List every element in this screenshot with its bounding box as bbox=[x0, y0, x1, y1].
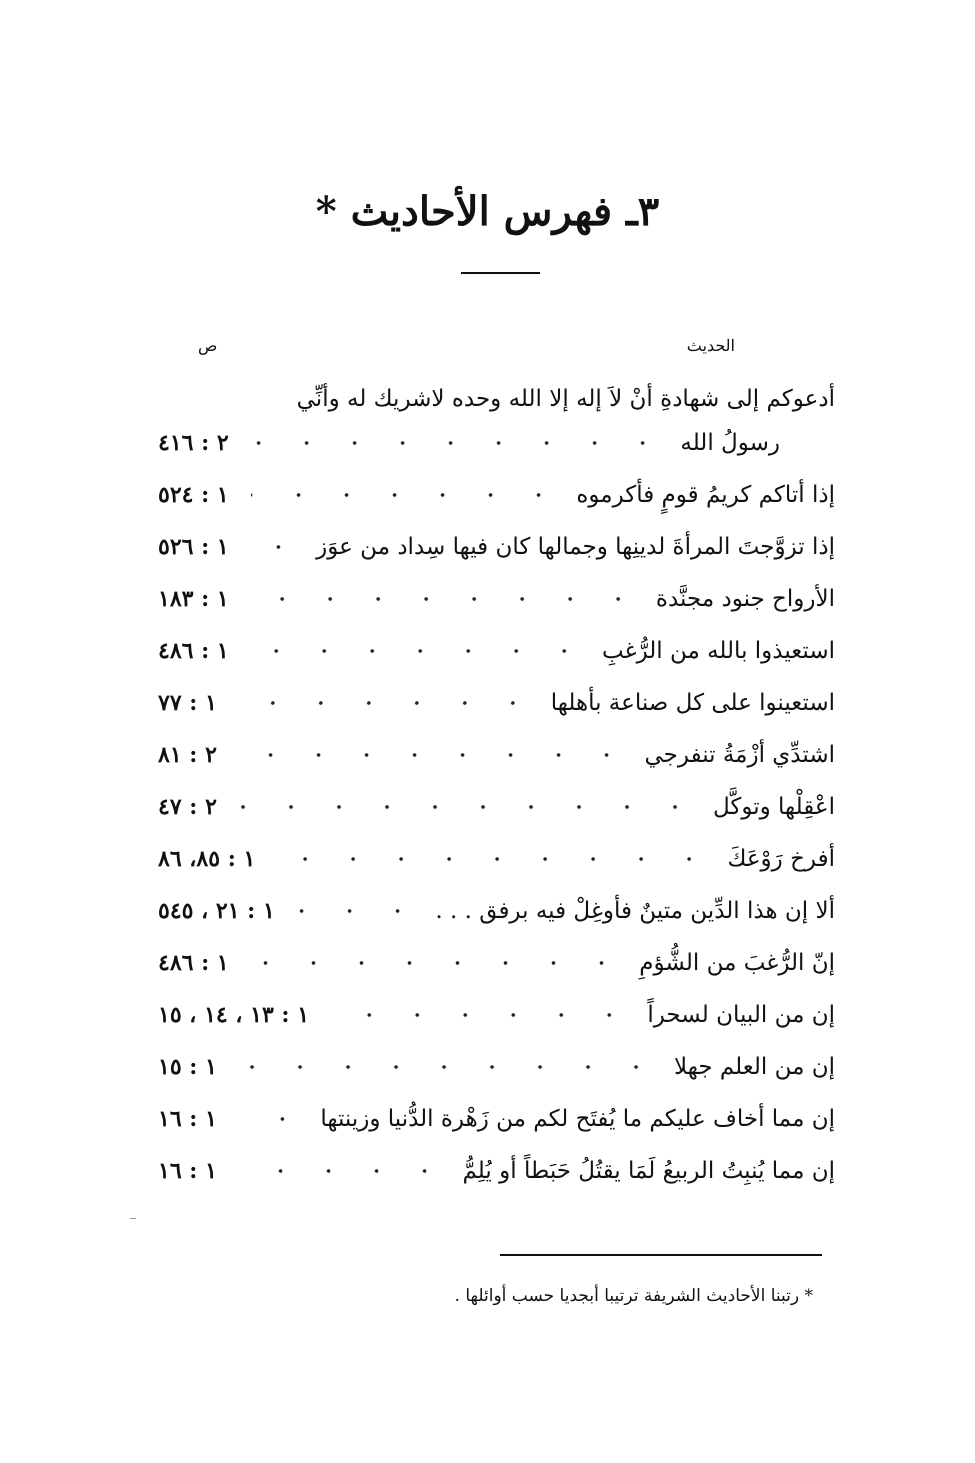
page-reference: ٢ : ٨١ bbox=[158, 742, 235, 768]
dot-leader bbox=[251, 648, 588, 654]
entry-line bbox=[150, 578, 835, 630]
entry-line bbox=[150, 474, 835, 526]
entry-line bbox=[150, 890, 835, 942]
index-entry bbox=[150, 378, 835, 474]
entry-line bbox=[150, 994, 835, 1046]
page-reference: ٢ : ٤١٦ bbox=[158, 430, 247, 456]
title-divider bbox=[461, 272, 540, 274]
hadith-text: إن من العلم جهلا bbox=[674, 1054, 835, 1080]
dot-leader bbox=[239, 804, 699, 810]
index-entry bbox=[150, 474, 835, 526]
page-reference: ١ : ١٦ bbox=[158, 1158, 235, 1184]
hadith-text: إن من البيان لسحراً bbox=[647, 1002, 835, 1028]
entry-line bbox=[150, 378, 835, 422]
index-entry bbox=[150, 942, 835, 994]
page-reference: ١ : ٢١ ، ٥٤٥ bbox=[158, 898, 293, 924]
page-reference: ١ : ٧٧ bbox=[158, 690, 235, 716]
index-entry bbox=[150, 838, 835, 890]
hadith-text: إن مما يُنبِتُ الربيعُ لَمَا يقتُلُ حَبَطاً أو يُلِمُّ bbox=[462, 1158, 835, 1184]
page-reference: ١ : ٨٥، ٨٦ bbox=[158, 846, 273, 872]
dot-leader bbox=[239, 1116, 306, 1122]
hadith-text: أدعوكم إلى شهادةِ أنْ لاَ إله إلا الله وحده لاشريك له وأنِّي bbox=[296, 386, 835, 412]
index-entry bbox=[150, 682, 835, 734]
entry-line bbox=[150, 838, 835, 890]
entry-line bbox=[150, 526, 835, 578]
hadith-text: اعْقِلْها وتوكَّل bbox=[712, 794, 835, 820]
entry-line bbox=[150, 942, 835, 994]
dot-leader bbox=[251, 544, 302, 550]
hadith-text: استعيذوا بالله من الرُّغبِ bbox=[601, 638, 835, 664]
column-header-hadith: الحديث bbox=[686, 336, 735, 355]
hadith-text: الأرواح جنود مجنَّدة bbox=[655, 586, 835, 612]
page-reference: ١ : ٤٨٦ bbox=[158, 638, 247, 664]
dot-leader bbox=[297, 908, 422, 914]
index-entry bbox=[150, 890, 835, 942]
footnote-divider bbox=[500, 1254, 822, 1256]
scan-mark bbox=[130, 1218, 136, 1219]
entry-line bbox=[150, 630, 835, 682]
index-entry bbox=[150, 526, 835, 578]
entry-line bbox=[150, 682, 835, 734]
entry-line bbox=[150, 1150, 835, 1202]
column-header-page: ص bbox=[198, 336, 218, 355]
page-reference: ١ : ١٨٣ bbox=[158, 586, 247, 612]
dot-leader bbox=[239, 1168, 449, 1174]
entry-line bbox=[150, 1098, 835, 1150]
hadith-text: اشتدِّي أزْمَةُ تنفرجي bbox=[644, 742, 835, 768]
dot-leader bbox=[239, 752, 631, 758]
hadith-text: ألا إن هذا الدِّين متينٌ فأوغِلْ فيه برفق . . . bbox=[435, 898, 835, 924]
entry-line bbox=[150, 422, 835, 474]
dot-leader bbox=[239, 700, 537, 706]
dot-leader bbox=[251, 960, 625, 966]
hadith-text: رسولُ الله bbox=[680, 430, 780, 456]
entry-line bbox=[150, 1046, 835, 1098]
page-reference: ٢ : ٤٧ bbox=[158, 794, 235, 820]
index-entry bbox=[150, 734, 835, 786]
page-reference: ١ : ١٣ ، ١٤ ، ١٥ bbox=[158, 1002, 327, 1028]
index-entry bbox=[150, 786, 835, 838]
index-entry bbox=[150, 1046, 835, 1098]
index-entry bbox=[150, 1150, 835, 1202]
entry-line bbox=[150, 734, 835, 786]
hadith-index-list bbox=[150, 378, 835, 1202]
hadith-text: إذا تزوَّجتَ المرأةَ لدينِها وجمالها كان فيها سِداد من عوَز bbox=[316, 534, 835, 560]
hadith-text: أفرخ رَوْعَكَ bbox=[727, 846, 835, 872]
hadith-text: إنّ الرُّغبَ من الشُّؤمِ bbox=[639, 950, 835, 976]
hadith-text: إذا أتاكم كريمُ قومٍ فأكرموه bbox=[576, 482, 835, 508]
page-reference: ١ : ٤٨٦ bbox=[158, 950, 247, 976]
page-title: ٣ـ فهرس الأحاديث * bbox=[315, 188, 660, 235]
dot-leader bbox=[331, 1012, 633, 1018]
page-reference: ١ : ٥٢٤ bbox=[158, 482, 247, 508]
entry-line bbox=[150, 786, 835, 838]
page-reference: ١ : ١٥ bbox=[158, 1054, 235, 1080]
index-entry bbox=[150, 630, 835, 682]
index-entry bbox=[150, 994, 835, 1046]
dot-leader bbox=[251, 440, 667, 446]
footnote: * رتبنا الأحاديث الشريفة ترتيبا أبجديا حسب أوائلها . bbox=[454, 1286, 813, 1306]
dot-leader bbox=[277, 856, 713, 862]
dot-leader bbox=[251, 596, 642, 602]
page-reference: ١ : ٥٢٦ bbox=[158, 534, 247, 560]
index-entry bbox=[150, 1098, 835, 1150]
dot-leader bbox=[251, 492, 563, 498]
hadith-text: إن مما أخاف عليكم ما يُفتَح لكم من زَهْرة الدُّنيا وزينتها bbox=[320, 1106, 835, 1132]
dot-leader bbox=[239, 1064, 660, 1070]
page-reference: ١ : ١٦ bbox=[158, 1106, 235, 1132]
index-entry bbox=[150, 578, 835, 630]
hadith-text: استعينوا على كل صناعة بأهلها bbox=[550, 690, 835, 716]
